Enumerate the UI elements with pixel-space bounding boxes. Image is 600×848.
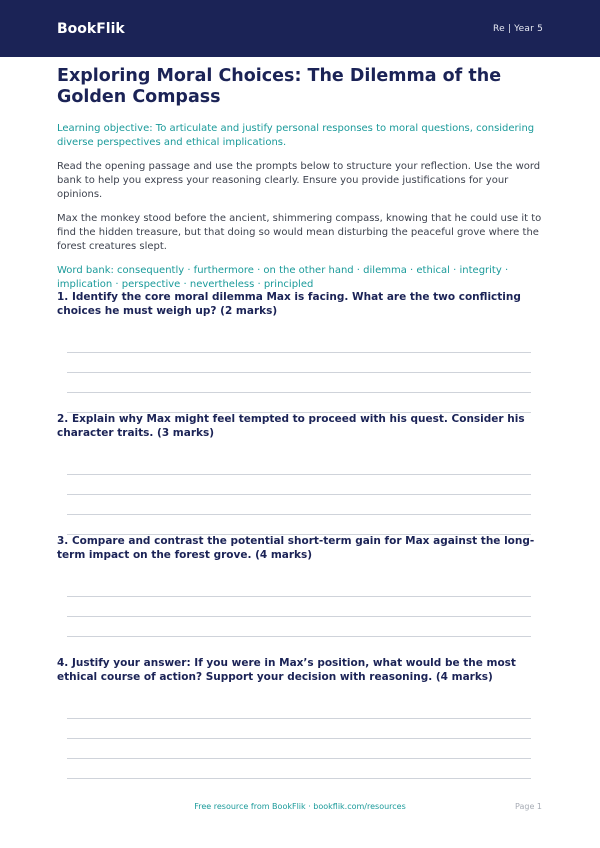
- instructions-text: Read the opening passage and use the prompts below to structure your reflection. Use the word bank to help you express your reasoning clearly. Ensure you provide justifications for your opinions.: [57, 161, 541, 200]
- brand-logo-text: BookFlik: [57, 20, 125, 37]
- answer-line[interactable]: [67, 596, 531, 597]
- question-4: [57, 656, 543, 684]
- question-1: [57, 290, 543, 318]
- answer-line[interactable]: [67, 494, 531, 495]
- answer-line[interactable]: [67, 636, 531, 637]
- answer-line[interactable]: [67, 758, 531, 759]
- word-bank: Word bank: consequently · furthermore · on the other hand · dilemma · ethical · integrity · implication · perspective · nevertheless · principled: [57, 265, 509, 290]
- answer-line[interactable]: [67, 392, 531, 393]
- page-number: Page 1: [515, 802, 542, 811]
- footer-resource-link[interactable]: Free resource from BookFlik · bookflik.com/resources: [194, 802, 406, 811]
- question-3-text: 3. Compare and contrast the potential short-term gain for Max against the long-term impact on the forest grove. (4 marks): [57, 535, 535, 561]
- question-3: [57, 534, 543, 562]
- question-4-text: 4. Justify your answer: If you were in Max’s position, what would be the most ethical course of action? Support your decision with reasoning. (4 marks): [57, 657, 516, 683]
- answer-line[interactable]: [67, 718, 531, 719]
- question-2: [57, 412, 543, 440]
- answer-line[interactable]: [67, 352, 531, 353]
- answer-line[interactable]: [67, 738, 531, 739]
- opening-passage: Max the monkey stood before the ancient, shimmering compass, knowing that he could use it to find the hidden treasure, but that doing so would mean disturbing the peaceful grove where the forest creatures slept.: [57, 213, 542, 252]
- worksheet-title: Exploring Moral Choices: The Dilemma of the Golden Compass: [57, 66, 502, 107]
- answer-line[interactable]: [67, 514, 531, 515]
- question-1-text: 1. Identify the core moral dilemma Max is facing. What are the two conflicting choices he must weigh up? (2 marks): [57, 291, 521, 317]
- answer-line[interactable]: [67, 372, 531, 373]
- page-header: [0, 0, 600, 57]
- learning-objective: Learning objective: To articulate and justify personal responses to moral questions, considering diverse perspectives and ethical implications.: [57, 123, 535, 148]
- question-2-text: 2. Explain why Max might feel tempted to proceed with his quest. Consider his character traits. (3 marks): [57, 413, 525, 439]
- intro-section: [57, 66, 543, 292]
- subject-year-label: Re | Year 5: [493, 23, 543, 34]
- answer-line[interactable]: [67, 616, 531, 617]
- answer-line[interactable]: [67, 778, 531, 779]
- answer-line[interactable]: [67, 474, 531, 475]
